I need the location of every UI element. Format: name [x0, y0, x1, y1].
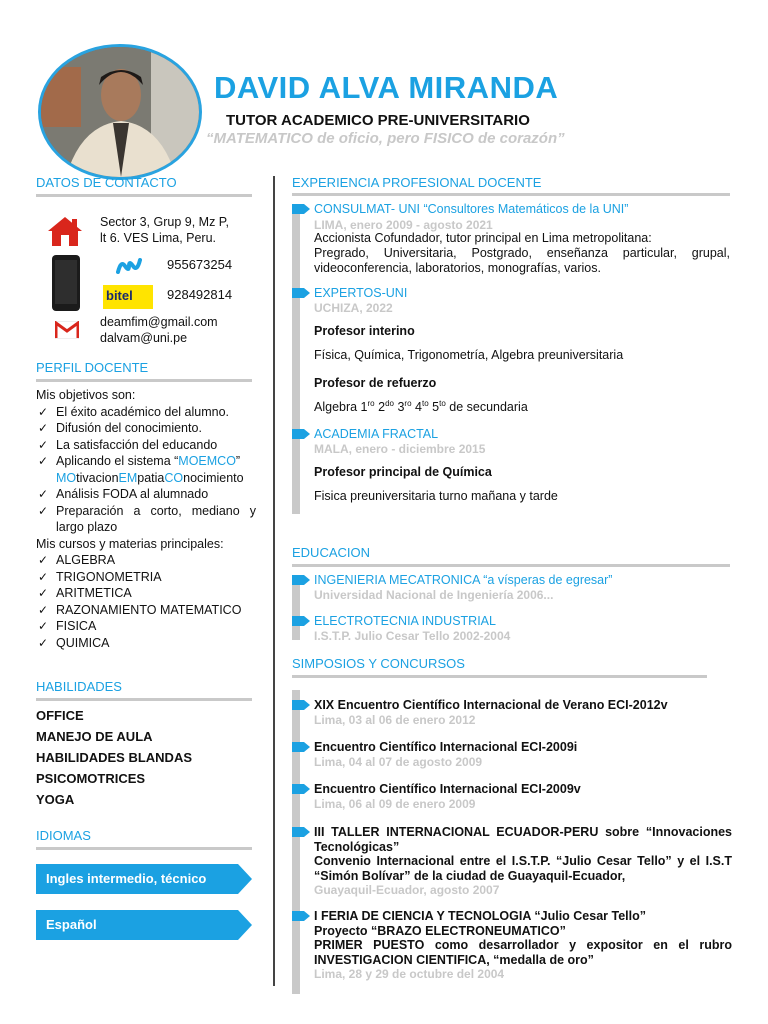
- idiomas-heading: IDIOMAS: [36, 828, 91, 843]
- consulmat-title: CONSULMAT- UNI “Consultores Matemáticos de la UNI”: [314, 202, 629, 216]
- bitel-icon: [103, 285, 153, 309]
- objective-item: ✓ El éxito académico del alumno.: [36, 404, 256, 421]
- event-title: Encuentro Científico Internacional ECI-2009i: [314, 740, 578, 754]
- objective-item-moemco: ✓ Aplicando el sistema “MOEMCO” MOtivacionEMpatiaCOnocimiento: [36, 453, 256, 486]
- address-line-2: lt 6. VES Lima, Peru.: [100, 231, 217, 245]
- skill-item: HABILIDADES BLANDAS: [36, 750, 192, 765]
- event-sub: Lima, 04 al 07 de agosto 2009: [314, 755, 483, 769]
- bitel-number: 928492814: [167, 287, 233, 302]
- skill-item: PSICOMOTRICES: [36, 771, 146, 786]
- perfil-rule: [36, 379, 252, 382]
- bullet-arrow-icon: [292, 911, 310, 921]
- course-item: ✓ ALGEBRA: [36, 552, 256, 569]
- course-item: ✓ TRIGONOMETRIA: [36, 569, 256, 586]
- bullet-arrow-icon: [292, 204, 310, 214]
- fractal-role: Profesor principal de Química: [314, 465, 492, 479]
- course-item: ✓ ARITMETICA: [36, 585, 256, 602]
- skill-item: MANEJO DE AULA: [36, 729, 153, 744]
- habilidades-heading: HABILIDADES: [36, 679, 122, 694]
- course-item: ✓ QUIMICA: [36, 635, 256, 652]
- event-sub: Lima, 03 al 06 de enero 2012: [314, 713, 476, 727]
- event-title: XIX Encuentro Científico Internacional de Verano ECI-2012v: [314, 698, 668, 712]
- event-sub: Lima, 06 al 09 de enero 2009: [314, 797, 476, 811]
- bitel-logo-text: bitel: [106, 288, 133, 303]
- bullet-arrow-icon: [292, 700, 310, 710]
- job-title: TUTOR ACADEMICO PRE-UNIVERSITARIO: [226, 112, 530, 129]
- email-2: dalvam@uni.pe: [100, 331, 188, 345]
- event-detail: Proyecto “BRAZO ELECTRONEUMATICO”: [314, 923, 566, 938]
- movistar-number: 955673254: [167, 257, 233, 272]
- column-divider: [273, 176, 275, 986]
- contact-heading: DATOS DE CONTACTO: [36, 175, 177, 190]
- expertos-role-1: Profesor interino: [314, 324, 415, 338]
- event-sub: Lima, 28 y 29 de octubre del 2004: [314, 967, 505, 981]
- educacion-timeline: [292, 578, 300, 640]
- profile-photo: [38, 44, 202, 180]
- education-sub: Universidad Nacional de Ingeniería 2006...: [314, 588, 554, 602]
- language-label: Español: [36, 910, 238, 940]
- courses-intro: Mis cursos y materias principales:: [36, 536, 224, 551]
- language-label: Ingles intermedio, técnico: [36, 864, 238, 894]
- experiencia-heading: EXPERIENCIA PROFESIONAL DOCENTE: [292, 175, 542, 190]
- skill-item: YOGA: [36, 792, 75, 807]
- event-title: Encuentro Científico Internacional ECI-2009v: [314, 782, 581, 796]
- objectives-intro: Mis objetivos son:: [36, 388, 136, 402]
- education-title: ELECTROTECNIA INDUSTRIAL: [314, 614, 496, 628]
- objective-item: ✓ Análisis FODA al alumnado: [36, 486, 256, 503]
- courses-list: [36, 552, 256, 651]
- consulmat-sub: LIMA, enero 2009 - agosto 2021: [314, 218, 493, 232]
- experiencia-timeline: [292, 208, 300, 514]
- bullet-arrow-icon: [292, 429, 310, 439]
- course-item: ✓ RAZONAMIENTO MATEMATICO: [36, 602, 256, 619]
- gmail-icon: [55, 321, 79, 344]
- email-1: deamfim@gmail.com: [100, 315, 218, 329]
- contact-rule: [36, 194, 252, 197]
- event-title: I FERIA DE CIENCIA Y TECNOLOGIA “Julio Cesar Tello”: [314, 909, 646, 923]
- consulmat-line-2: Pregrado, Universitaria, Postgrado, enseñanza particular, grupal, videoconferencia, laboratorios, monografías, varios.: [314, 246, 730, 275]
- perfil-section: [36, 387, 256, 651]
- objectives-list: [36, 404, 256, 536]
- expertos-role-2: Profesor de refuerzo: [314, 376, 437, 390]
- language-badge-spanish: [36, 910, 252, 940]
- emails: [100, 314, 218, 346]
- fractal-desc: Fisica preuniversitaria turno mañana y tarde: [314, 489, 558, 503]
- education-title: INGENIERIA MECATRONICA “a vísperas de egresar”: [314, 573, 613, 587]
- expertos-role-2-desc: Algebra $1^{ro}$ $2^{do}$ $3^{ro}$ $4^{to}$ $5^{to}$ de secundaria: [314, 399, 528, 415]
- bullet-arrow-icon: [292, 288, 310, 298]
- event-title: III TALLER INTERNACIONAL ECUADOR-PERU sobre “Innovaciones Tecnológicas”: [314, 825, 732, 854]
- event-detail: PRIMER PUESTO como desarrollador y expositor en el rubro INVESTIGACION CIENTIFICA, “medalla de oro”: [314, 938, 732, 967]
- simposios-heading: SIMPOSIOS Y CONCURSOS: [292, 656, 465, 671]
- idiomas-rule: [36, 847, 252, 850]
- movistar-icon: [116, 258, 142, 279]
- language-badge-english: [36, 864, 252, 894]
- event-5: [314, 909, 732, 982]
- expertos-role-1-desc: Física, Química, Trigonometría, Algebra preuniversitaria: [314, 348, 624, 362]
- fractal-sub: MALA, enero - diciembre 2015: [314, 442, 486, 456]
- educacion-rule: [292, 564, 730, 567]
- experiencia-rule: [292, 193, 730, 196]
- educacion-heading: EDUCACION: [292, 545, 371, 560]
- event-4: [314, 825, 732, 898]
- skill-item: OFFICE: [36, 708, 84, 723]
- expertos-title: EXPERTOS-UNI: [314, 286, 408, 300]
- bullet-arrow-icon: [292, 616, 310, 626]
- address-line-1: Sector 3, Grup 9, Mz P,: [100, 215, 229, 229]
- home-icon: [46, 215, 84, 252]
- phone-icon: [52, 255, 80, 311]
- objective-item: ✓ Preparación a corto, mediano y largo plazo: [36, 503, 256, 536]
- consulmat-line-1: Accionista Cofundador, tutor principal en Lima metropolitana:: [314, 231, 652, 245]
- consulmat-desc: [314, 231, 730, 276]
- expertos-sub: UCHIZA, 2022: [314, 301, 393, 315]
- candidate-name: DAVID ALVA MIRANDA: [214, 70, 559, 105]
- motto: “MATEMATICO de oficio, pero FISICO de corazón”: [206, 130, 565, 147]
- perfil-heading: PERFIL DOCENTE: [36, 360, 149, 375]
- badge-arrow: [238, 864, 252, 894]
- course-item: ✓ FISICA: [36, 618, 256, 635]
- education-sub: I.S.T.P. Julio Cesar Tello 2002-2004: [314, 629, 511, 643]
- bullet-arrow-icon: [292, 827, 310, 837]
- bullet-arrow-icon: [292, 742, 310, 752]
- badge-arrow: [238, 910, 252, 940]
- objective-item: ✓ Difusión del conocimiento.: [36, 420, 256, 437]
- simposios-timeline: [292, 690, 300, 994]
- event-detail: Convenio Internacional entre el I.S.T.P. “Julio Cesar Tello” y el I.S.T “Simón Bolívar” de la ciudad de Guayaquil-Ecuador,: [314, 854, 732, 883]
- bullet-arrow-icon: [292, 575, 310, 585]
- fractal-title: ACADEMIA FRACTAL: [314, 427, 439, 441]
- event-sub: Guayaquil-Ecuador, agosto 2007: [314, 883, 500, 897]
- objective-item: ✓ La satisfacción del educando: [36, 437, 256, 454]
- habilidades-rule: [36, 698, 252, 701]
- simposios-rule: [292, 675, 707, 678]
- bullet-arrow-icon: [292, 784, 310, 794]
- address: [100, 214, 260, 246]
